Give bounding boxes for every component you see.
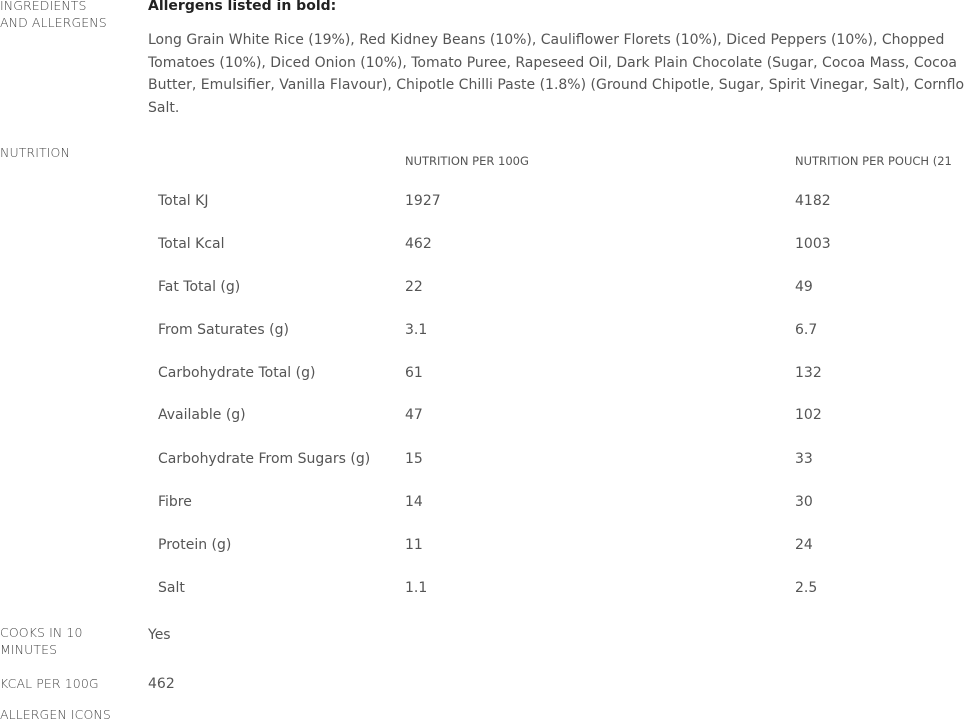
- value-per-pouch: 1003: [795, 236, 831, 252]
- value-per-pouch: 4182: [795, 193, 831, 209]
- nutrient-name: From Saturates (g): [158, 322, 289, 338]
- table-row: [148, 193, 970, 233]
- ingredients-text: Long Grain White Rice (19%), Red Kidney Beans (10%), Cauliflower Florets (10%), Diced Peppers (10%), Chopped Tomatoes (10%), Diced Onion (10%), Tomato Puree, Rapeseed Oil, Dark Plain Chocolate (Sugar, Cocoa Mass, Cocoa Butter, Emulsifier, Vanilla Flavour), Chipotle Chilli Paste (1.8%) (Ground Chipotle, Sugar, Spirit Vinegar, Salt), Cornflo Salt.: [148, 32, 965, 116]
- table-row: [148, 451, 970, 491]
- ingredients-label: INGREDIENTS AND ALLERGENS: [0, 0, 107, 30]
- table-row: [148, 407, 970, 447]
- allergens-heading: Allergens listed in bold:: [148, 0, 337, 14]
- value-per-100g: 14: [405, 494, 423, 510]
- table-row: [148, 365, 970, 405]
- nutrition-label: NUTRITION: [0, 145, 70, 160]
- nutrient-name: Salt: [158, 580, 185, 596]
- nutrient-name: Carbohydrate Total (g): [158, 365, 316, 381]
- value-per-100g: 462: [405, 236, 432, 252]
- value-per-pouch: 102: [795, 407, 822, 423]
- nutrient-name: Protein (g): [158, 537, 232, 553]
- value-per-100g: 1.1: [405, 580, 428, 596]
- value-per-100g: 22: [405, 279, 423, 295]
- table-row: [148, 279, 970, 319]
- nutrient-name: Available (g): [158, 407, 246, 423]
- column-header-per-100g: NUTRITION PER 100G: [405, 154, 529, 168]
- column-header-per-pouch: NUTRITION PER POUCH (21: [795, 154, 952, 168]
- allergen-icons-label: ALLERGEN ICONS: [0, 707, 111, 722]
- cooks-in-10-value: Yes: [148, 627, 171, 643]
- value-per-pouch: 132: [795, 365, 822, 381]
- table-row: [148, 236, 970, 276]
- kcal-per-100g-value: 462: [148, 676, 175, 692]
- table-row: [148, 580, 970, 620]
- cooks-in-10-label: COOKS IN 10 MINUTES: [0, 625, 83, 657]
- table-row: [148, 322, 970, 362]
- nutrient-name: Carbohydrate From Sugars (g): [158, 451, 371, 467]
- value-per-100g: 11: [405, 537, 423, 553]
- value-per-pouch: 49: [795, 279, 813, 295]
- table-row: [148, 494, 970, 534]
- nutrient-name: Fibre: [158, 494, 192, 510]
- table-row: [148, 537, 970, 577]
- value-per-pouch: 24: [795, 537, 813, 553]
- kcal-per-100g-label: KCAL PER 100G: [0, 676, 99, 691]
- nutrient-name: Fat Total (g): [158, 279, 241, 295]
- value-per-100g: 3.1: [405, 322, 428, 338]
- nutrient-name: Total Kcal: [158, 236, 225, 252]
- value-per-pouch: 2.5: [795, 580, 818, 596]
- value-per-100g: 15: [405, 451, 423, 467]
- value-per-100g: 47: [405, 407, 423, 423]
- value-per-100g: 1927: [405, 193, 441, 209]
- value-per-pouch: 33: [795, 451, 813, 467]
- value-per-pouch: 30: [795, 494, 813, 510]
- value-per-pouch: 6.7: [795, 322, 818, 338]
- nutrient-name: Total KJ: [158, 193, 209, 209]
- value-per-100g: 61: [405, 365, 423, 381]
